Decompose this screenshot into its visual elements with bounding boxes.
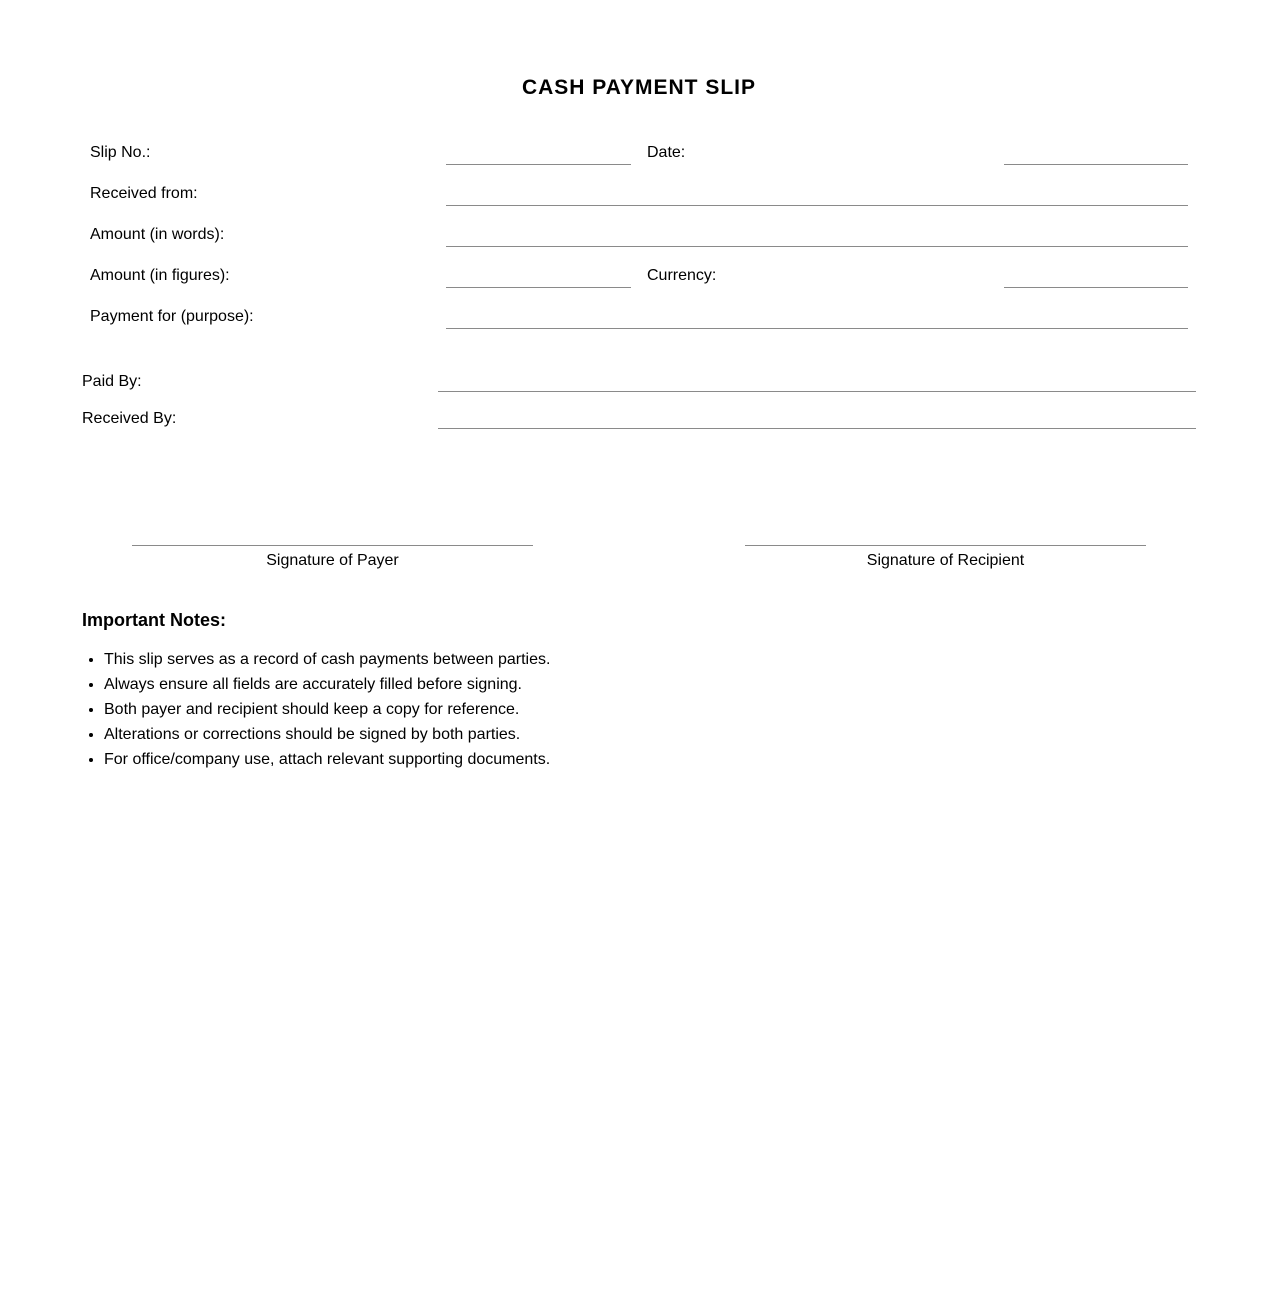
payer-signature-line[interactable] — [132, 545, 533, 546]
received-by-label: Received By: — [82, 410, 177, 427]
amount-words-field[interactable] — [446, 225, 1188, 247]
recipient-signature-label: Signature of Recipient — [866, 552, 1025, 569]
amount-figures-field[interactable] — [446, 266, 631, 288]
received-from-field[interactable] — [446, 184, 1188, 206]
amount-words-label: Amount (in words): — [90, 226, 225, 243]
received-by-field[interactable] — [438, 407, 1196, 429]
note-item: • Alterations or corrections should be signed by both parties. — [104, 722, 550, 747]
paid-by-field[interactable] — [438, 370, 1196, 392]
note-item: • For office/company use, attach relevant supporting documents. — [104, 747, 550, 772]
amount-figures-label: Amount (in figures): — [90, 267, 230, 284]
purpose-label: Payment for (purpose): — [90, 308, 254, 325]
date-field[interactable] — [1004, 143, 1188, 165]
note-item: • Both payer and recipient should keep a copy for reference. — [104, 697, 550, 722]
slip-no-field[interactable] — [446, 143, 631, 165]
notes-list — [82, 647, 550, 772]
currency-field[interactable] — [1004, 266, 1188, 288]
paid-by-label: Paid By: — [82, 373, 142, 390]
purpose-field[interactable] — [446, 307, 1188, 329]
payer-signature-label: Signature of Payer — [266, 552, 399, 569]
date-label: Date: — [647, 144, 686, 161]
note-item: • This slip serves as a record of cash payments between parties. — [104, 647, 550, 672]
received-from-label: Received from: — [90, 185, 198, 202]
notes-heading: Important Notes: — [82, 610, 226, 630]
slip-no-label: Slip No.: — [90, 144, 151, 161]
recipient-signature-line[interactable] — [745, 545, 1146, 546]
note-item: • Always ensure all fields are accurately filled before signing. — [104, 672, 550, 697]
currency-label: Currency: — [647, 267, 717, 284]
page-title: CASH PAYMENT SLIP — [521, 76, 757, 99]
